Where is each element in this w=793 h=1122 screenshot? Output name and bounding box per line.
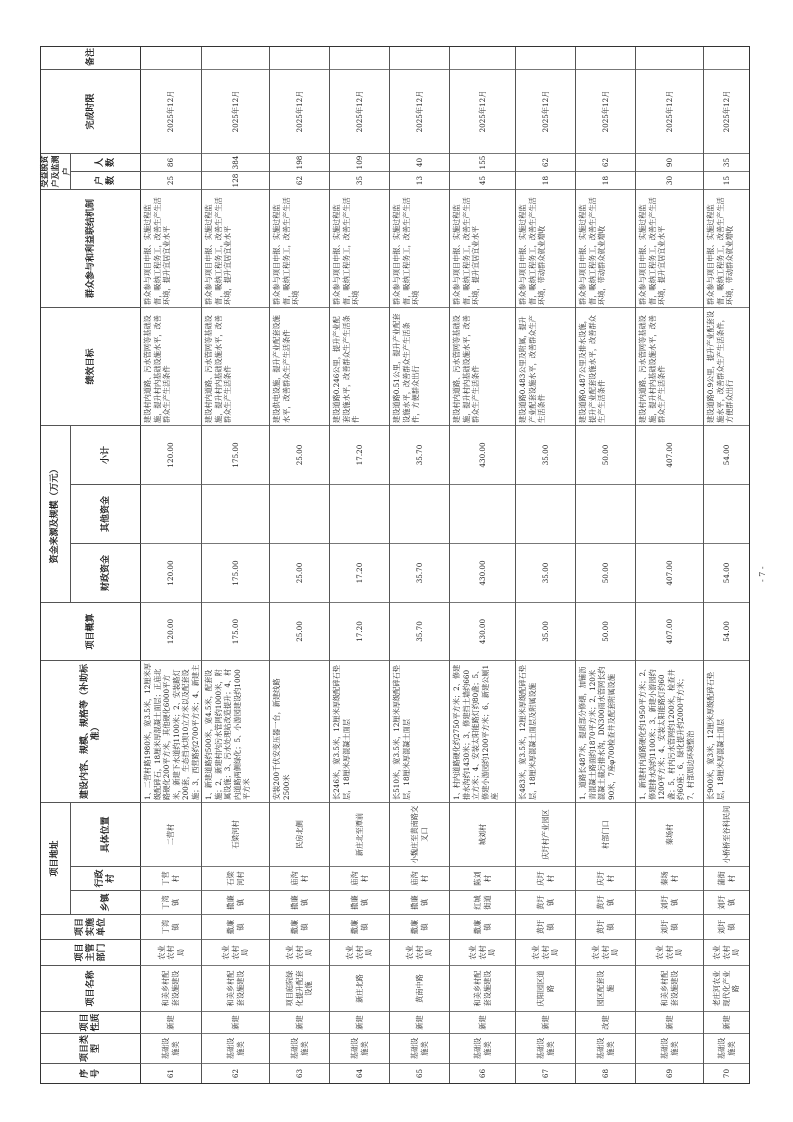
header-persons: 人数	[71, 153, 141, 171]
cell-name: 园区配套设施	[576, 965, 635, 1011]
cell-budget: 120.00	[141, 602, 201, 660]
cell-nature: 新建	[202, 1011, 269, 1033]
cell-dept: 农业农村局	[202, 939, 269, 965]
project-table	[40, 46, 750, 1084]
cell-detail: 小魏庄至黄南路交叉口	[390, 802, 449, 866]
cell-name: 新庄北路	[330, 965, 389, 1011]
cell-persons: 86	[141, 153, 201, 171]
cell-persons: 198	[270, 153, 329, 171]
cell-mechanism: 群众参与项目申报、实施过程监督，吸纳工程务工，改善生产生活环境，带动群众就业增收	[576, 189, 635, 307]
cell-nature: 新建	[636, 1011, 703, 1033]
page-number: - 7 -	[758, 566, 767, 582]
cell-name: 庆阳园区道路	[516, 965, 575, 1011]
cell-dept: 农业农村局	[450, 939, 515, 965]
cell-dept: 农业农村局	[270, 939, 329, 965]
cell-village: 丁营村	[141, 866, 201, 890]
cell-detail: 新庄北至潭前	[330, 802, 389, 866]
cell-hh: 15	[704, 171, 749, 189]
cell-budget: 35.70	[390, 602, 449, 660]
cell-seq: 61	[141, 1063, 201, 1083]
cell-village: 庆圩村	[516, 866, 575, 890]
cell-goal: 建设村内道路、污水管网等基础设施，提升村内基础设施水平，改善群众生产生活条件	[202, 307, 269, 425]
cell-type: 基础设施类	[704, 1033, 749, 1063]
cell-subtotal: 430.00	[450, 425, 515, 484]
cell-other	[450, 484, 515, 543]
cell-persons: 155	[450, 153, 515, 171]
cell-mechanism: 群众参与项目申报、实施过程监督，吸纳工程务工，改善生产生活环境，提升宜居宜业水平	[141, 189, 201, 307]
cell-subtotal: 25.00	[270, 425, 329, 484]
cell-dept: 农业农村局	[576, 939, 635, 965]
cell-village: 蒲街村	[704, 866, 749, 890]
cell-content: 1、新建道路约500米，宽4.5米，配套设施；2、新建村内污水管网约1000米，附属设施；3、污水处理站改造提升；4、村内道路两侧绿化；5、小游园建设约1000平方米	[202, 660, 269, 802]
table-row	[704, 47, 749, 1083]
cell-town: 撒廉镇	[390, 890, 449, 914]
cell-persons: 35	[704, 153, 749, 171]
cell-budget: 175.00	[202, 602, 269, 660]
cell-other	[576, 484, 635, 543]
header-dept: 项目主管部门	[41, 939, 141, 965]
cell-detail: 城刘村	[450, 802, 515, 866]
header-budget: 项目概算	[41, 602, 141, 660]
cell-seq: 67	[516, 1063, 575, 1083]
cell-dept: 农业农村局	[390, 939, 449, 965]
cell-unit: 黄圩镇	[516, 914, 575, 939]
cell-persons: 62	[516, 153, 575, 171]
cell-fiscal: 17.20	[330, 543, 389, 602]
cell-persons: 40	[390, 153, 449, 171]
cell-budget: 54.00	[704, 602, 749, 660]
cell-goal: 建设村内道路、污水管网等基础设施，提升村内基础设施水平，改善群众生产生活条件	[450, 307, 515, 425]
cell-mechanism: 群众参与项目申报、实施过程监督，吸纳工程务工，改善生产生活环境	[330, 189, 389, 307]
cell-fiscal: 54.00	[704, 543, 749, 602]
cell-other	[390, 484, 449, 543]
header-type: 项目类型	[41, 1033, 141, 1063]
cell-type: 基础设施类	[636, 1033, 703, 1063]
cell-nature: 新建	[330, 1011, 389, 1033]
cell-nature: 新建	[516, 1011, 575, 1033]
header-nature: 项目性质	[41, 1011, 141, 1033]
cell-remark	[704, 45, 749, 69]
cell-detail: 庆圩村产业园区	[516, 802, 575, 866]
cell-seq: 63	[270, 1063, 329, 1083]
cell-unit: 刘圩镇	[704, 914, 749, 939]
cell-nature: 新建	[141, 1011, 201, 1033]
header-deadline: 完成时限	[41, 69, 141, 153]
header-remark: 备注	[85, 48, 96, 67]
cell-subtotal: 407.00	[636, 425, 703, 484]
cell-deadline: 2025年12月	[270, 69, 329, 153]
cell-name: 和美乡村配套设施建设	[141, 965, 201, 1011]
cell-fiscal: 407.00	[636, 543, 703, 602]
cell-seq: 64	[330, 1063, 389, 1083]
header-unit: 项目实施单位	[41, 914, 141, 939]
cell-deadline: 2025年12月	[390, 69, 449, 153]
cell-unit: 撒廉镇	[450, 914, 515, 939]
cell-village: 庙沟村	[330, 866, 389, 890]
cell-persons: 109	[330, 153, 389, 171]
cell-mechanism: 群众参与项目申报、实施过程监督，吸纳工程务工，改善生产生活环境，提升宜居宜业水平	[636, 189, 703, 307]
cell-detail: 民房北侧	[270, 802, 329, 866]
cell-subtotal: 54.00	[704, 425, 749, 484]
cell-content: 1、新建村内道路硬化约1950平方米；2、修建排水沟约1100米；3、新建小游园约1200平方米；4、安装太阳能路灯约60盏；5、村内污水管网约1200米，检查井约60座；6、绿化提升约2000平方米；7、村部周边环境整治	[636, 660, 703, 802]
cell-name: 老庄河农业现代化产业路	[704, 965, 749, 1011]
header-location: 项目地址	[41, 802, 71, 914]
cell-unit: 撒廉镇	[202, 914, 269, 939]
cell-name: 项目庭院绿化提升配套设施	[270, 965, 329, 1011]
cell-remark	[576, 45, 635, 69]
cell-seq: 65	[390, 1063, 449, 1083]
cell-village: 秦场村	[636, 866, 703, 890]
cell-remark	[141, 45, 201, 69]
cell-other	[270, 484, 329, 543]
cell-mechanism: 群众参与项目申报、实施过程监督，吸纳工程务工，改善生产生活环境	[270, 189, 329, 307]
cell-detail: 石梁河村	[202, 802, 269, 866]
cell-budget: 50.00	[576, 602, 635, 660]
cell-fiscal: 50.00	[576, 543, 635, 602]
cell-other	[141, 484, 201, 543]
cell-name: 和美乡村配套设施建设	[450, 965, 515, 1011]
cell-fiscal: 25.00	[270, 543, 329, 602]
cell-fiscal: 35.70	[390, 543, 449, 602]
header-households: 户数	[71, 171, 141, 189]
cell-detail: 二营村	[141, 802, 201, 866]
cell-hh: 45	[450, 171, 515, 189]
cell-other	[330, 484, 389, 543]
header-content: 建设内容、规模、规格等（补助标准）	[41, 660, 141, 802]
cell-remark	[450, 45, 515, 69]
cell-goal: 建设村内道路、污水管网等基础设施，提升村内基础设施水平，改善群众生产生活条件	[141, 307, 201, 425]
header-other: 其他资金	[71, 484, 141, 543]
header-goal: 绩效目标	[41, 307, 141, 425]
cell-other	[636, 484, 703, 543]
cell-remark	[516, 45, 575, 69]
table-row	[270, 47, 330, 1083]
cell-subtotal: 175.00	[202, 425, 269, 484]
table-row	[141, 47, 202, 1083]
cell-mechanism: 群众参与项目申报、实施过程监督，吸纳工程务工，改善生产生活环境，带动群众就业增收	[704, 189, 749, 307]
table-row	[390, 47, 450, 1083]
cell-persons: 384	[202, 153, 269, 171]
cell-hh: 25	[141, 171, 201, 189]
cell-remark	[636, 45, 703, 69]
cell-content: 长483米，宽3.5米，12厘米厚级配碎石垫层，18厘米厚混凝土面层及附属设施	[516, 660, 575, 802]
cell-persons: 90	[636, 153, 703, 171]
cell-goal: 建设道路0.246公里，提升产业配套设施水平，改善群众生产生活条件	[330, 307, 389, 425]
cell-fiscal: 430.00	[450, 543, 515, 602]
cell-persons: 62	[576, 153, 635, 171]
header-mechanism: 群众参与和利益联结机制	[41, 189, 141, 307]
table-row	[636, 47, 704, 1083]
cell-hh: 13	[390, 171, 449, 189]
cell-town: 黄圩镇	[516, 890, 575, 914]
cell-budget: 407.00	[636, 602, 703, 660]
cell-type: 基础设施类	[576, 1033, 635, 1063]
cell-deadline: 2025年12月	[576, 69, 635, 153]
header-name: 项目名称	[41, 965, 141, 1011]
cell-village: 庆圩村	[576, 866, 635, 890]
cell-goal: 建设道路0.483公里及附属，提升产业配套设施水平，改善群众生产生活条件	[516, 307, 575, 425]
cell-unit: 撒廉镇	[270, 914, 329, 939]
header-funds: 资金来源及规模（万元）	[41, 425, 71, 602]
cell-deadline: 2025年12月	[141, 69, 201, 153]
cell-town: 丁湾镇	[141, 890, 201, 914]
cell-unit: 撒廉镇	[390, 914, 449, 939]
header-seq: 序号	[41, 1063, 141, 1083]
cell-town: 撒廉镇	[270, 890, 329, 914]
header-loc-village: 行政村	[71, 866, 141, 890]
table-row	[202, 47, 270, 1083]
cell-type: 基础设施类	[330, 1033, 389, 1063]
cell-subtotal: 17.20	[330, 425, 389, 484]
cell-fiscal: 175.00	[202, 543, 269, 602]
cell-hh: 18	[516, 171, 575, 189]
cell-budget: 35.00	[516, 602, 575, 660]
cell-mechanism: 群众参与项目申报、实施过程监督，吸纳工程务工，改善生产生活环境，提升宜居宜业水平	[202, 189, 269, 307]
cell-hh: 30	[636, 171, 703, 189]
cell-goal: 建设供电设施，提升产业配套设施水平，改善群众生产生活条件	[270, 307, 329, 425]
cell-nature: 新建	[450, 1011, 515, 1033]
header-loc-detail: 具体位置	[71, 802, 141, 866]
cell-dept: 农业农村局	[704, 939, 749, 965]
cell-unit: 丁湾镇	[141, 914, 201, 939]
cell-town: 撒廉镇	[330, 890, 389, 914]
cell-deadline: 2025年12月	[704, 69, 749, 153]
cell-nature: 新建	[390, 1011, 449, 1033]
cell-type: 基础设施类	[270, 1033, 329, 1063]
table-row	[516, 47, 576, 1083]
cell-seq: 68	[576, 1063, 635, 1083]
table-row	[450, 47, 516, 1083]
cell-detail: 秦场村	[636, 802, 703, 866]
cell-type: 基础设施类	[390, 1033, 449, 1063]
cell-content: 长246米，宽3.5米，12厘米厚级配碎石垫层，18厘米厚混凝土面层	[330, 660, 389, 802]
cell-budget: 25.00	[270, 602, 329, 660]
cell-remark	[202, 45, 269, 69]
cell-goal: 建设道路0.9公里，提升产业配套设施水平，改善群众生产生活条件，方便群众出行	[704, 307, 749, 425]
cell-town: 刘圩镇	[636, 890, 703, 914]
cell-remark	[390, 45, 449, 69]
cell-deadline: 2025年12月	[516, 69, 575, 153]
cell-other	[202, 484, 269, 543]
cell-goal: 建设村内道路、污水管网等基础设施，提升村内基础设施水平，改善群众生产生活条件	[636, 307, 703, 425]
cell-content: 长900米，宽3米，12厘米厚级配碎石垫层，18厘米厚混凝土面层	[704, 660, 749, 802]
cell-mechanism: 群众参与项目申报、实施过程监督，吸纳工程务工，改善生产生活环境	[390, 189, 449, 307]
cell-goal: 建设道路0.51公里，提升产业配套设施水平，改善群众生产生活条件，方便群众出行	[390, 307, 449, 425]
cell-deadline: 2025年12月	[636, 69, 703, 153]
cell-subtotal: 120.00	[141, 425, 201, 484]
cell-name: 黄南中路	[390, 965, 449, 1011]
cell-type: 基础设施类	[202, 1033, 269, 1063]
header-beneficiary: 受益脱贫户及监测户	[41, 153, 71, 189]
cell-content: 1、村内道路硬化约2750平方米；2、修建排水沟约1430米；3、修建挡土墙约660立方米；4、安装太阳能路灯约80盏；5、修建小游园约1200平方米；6、新建公厕1座	[450, 660, 515, 802]
cell-seq: 66	[450, 1063, 515, 1083]
header-loc-town: 乡镇	[71, 890, 141, 914]
cell-nature: 新建	[270, 1011, 329, 1033]
cell-dept: 农业农村局	[330, 939, 389, 965]
cell-remark	[270, 45, 329, 69]
cell-village: 庙沟村	[270, 866, 329, 890]
cell-fiscal: 120.00	[141, 543, 201, 602]
cell-mechanism: 群众参与项目申报、实施过程监督，吸纳工程务工，改善生产生活环境，提升宜居宜业水平	[450, 189, 515, 307]
cell-hh: 35	[330, 171, 389, 189]
cell-nature: 改建	[576, 1011, 635, 1033]
cell-nature: 新建	[704, 1011, 749, 1033]
cell-seq: 70	[704, 1063, 749, 1083]
cell-remark	[330, 45, 389, 69]
cell-unit: 刘圩镇	[636, 914, 703, 939]
cell-type: 基础设施类	[141, 1033, 201, 1063]
cell-dept: 农业农村局	[516, 939, 575, 965]
cell-name: 和美乡村配套设施建设	[636, 965, 703, 1011]
cell-fiscal: 35.00	[516, 543, 575, 602]
cell-type: 基础设施类	[516, 1033, 575, 1063]
cell-town: 黄圩镇	[576, 890, 635, 914]
header-fiscal: 财政资金	[71, 543, 141, 602]
cell-detail: 村部门口	[576, 802, 635, 866]
cell-detail: 小桥桥至谷科民间	[704, 802, 749, 866]
cell-content: 1、道路长487米，提质部分修缮，加铺沥青混凝土路面约1870平方米；2、120米混凝土截污排水沟，DN300雨水管网长约90米，7座φ700检查井及配套附属设施	[576, 660, 635, 802]
header-subtotal: 小计	[71, 425, 141, 484]
cell-town: 撒廉镇	[202, 890, 269, 914]
cell-other	[516, 484, 575, 543]
cell-unit: 撒廉镇	[330, 914, 389, 939]
table-header	[41, 47, 141, 1083]
cell-content: 长510米，宽3.5米，12厘米厚级配碎石垫层，18厘米厚混凝土面层	[390, 660, 449, 802]
table-row	[576, 47, 636, 1083]
cell-subtotal: 35.00	[516, 425, 575, 484]
cell-hh: 128	[202, 171, 269, 189]
cell-name: 和美乡村配套设施建设	[202, 965, 269, 1011]
cell-village: 陈刘村	[450, 866, 515, 890]
cell-deadline: 2025年12月	[330, 69, 389, 153]
cell-seq: 69	[636, 1063, 703, 1083]
cell-goal: 建设道路0.487公里及排水设施，提升产业配套设施水平，改善群众生产生活条件	[576, 307, 635, 425]
cell-town: 红城街道	[450, 890, 515, 914]
cell-deadline: 2025年12月	[202, 69, 269, 153]
cell-seq: 62	[202, 1063, 269, 1083]
cell-village: 庙沟村	[390, 866, 449, 890]
cell-dept: 农业农村局	[141, 939, 201, 965]
cell-content: 1、二营村路1980米，宽3.5米，12厘米厚级配碎石，18厘米厚混凝土面层；正庙北路硬化200平方米，其他硬化6000平方米，新建下水道约1100米；2、安装路灯200套，生态挡水坝10立方米以及配套设施；3、西营路约2700平方米；4、新建主	[141, 660, 201, 802]
cell-mechanism: 群众参与项目申报、实施过程监督，吸纳工程务工，改善生产生活环境，带动群众就业增收	[516, 189, 575, 307]
cell-other	[704, 484, 749, 543]
table-row	[330, 47, 390, 1083]
cell-type: 基础设施类	[450, 1033, 515, 1063]
cell-unit: 黄圩镇	[576, 914, 635, 939]
cell-hh: 62	[270, 171, 329, 189]
cell-budget: 17.20	[330, 602, 389, 660]
cell-hh: 18	[576, 171, 635, 189]
cell-content: 安装200千伏安变压器一台，新建线路2500米	[270, 660, 329, 802]
cell-town: 刘圩镇	[704, 890, 749, 914]
cell-subtotal: 35.70	[390, 425, 449, 484]
cell-subtotal: 50.00	[576, 425, 635, 484]
cell-dept: 农业农村局	[636, 939, 703, 965]
cell-budget: 430.00	[450, 602, 515, 660]
cell-village: 石梁河村	[202, 866, 269, 890]
cell-deadline: 2025年12月	[450, 69, 515, 153]
